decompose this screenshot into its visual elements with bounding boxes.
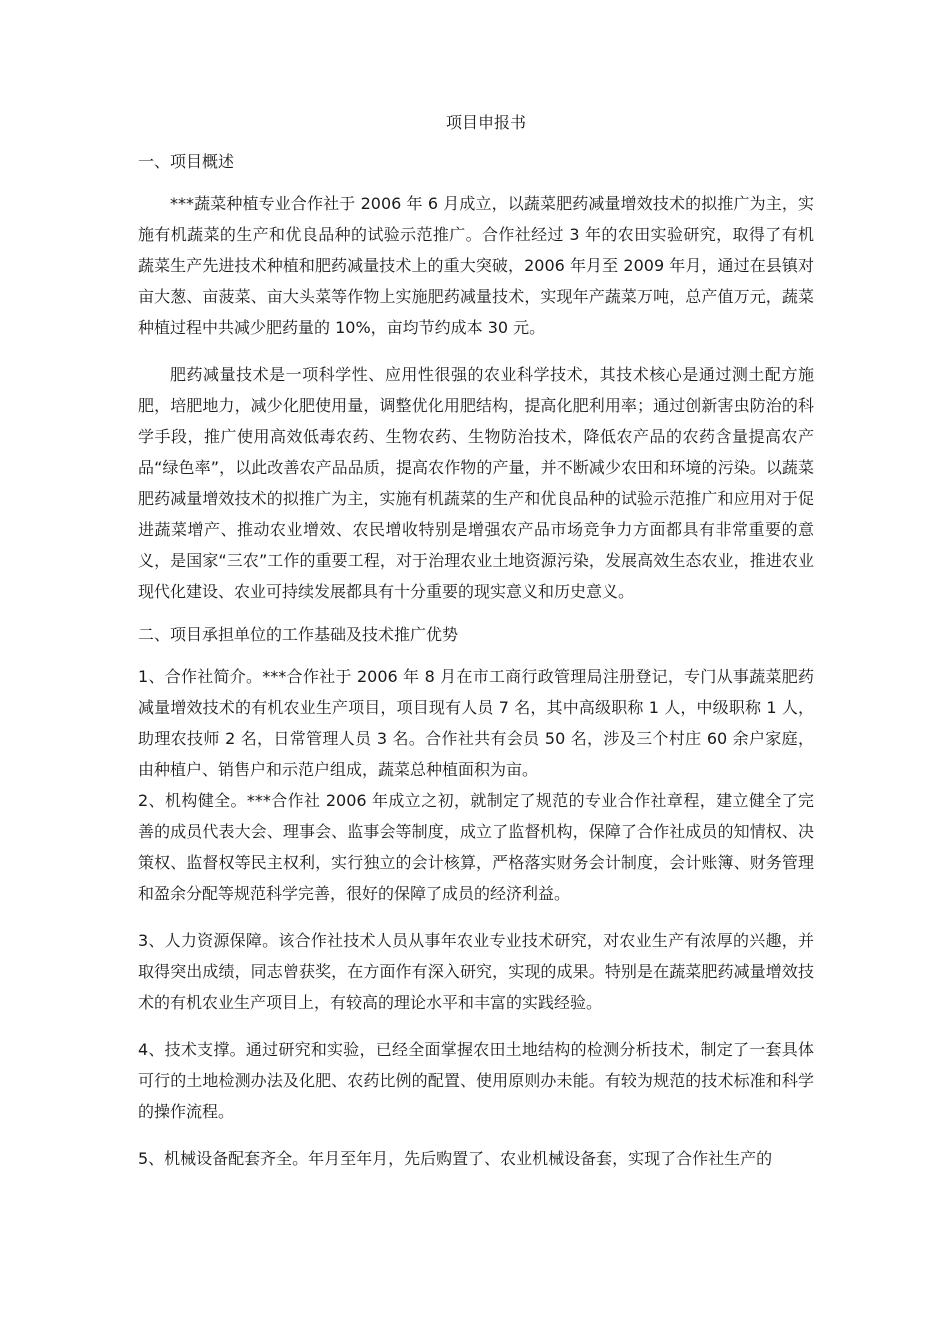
document-title: 项目申报书 [445,113,526,132]
overview-paragraph-2: 肥药减量技术是一项科学性、应用性很强的农业科学技术，其技术核心是通过测土配方施肥，培肥地力，减少化肥使用量，调整优化用肥结构，提高化肥利用率；通过创新害虫防治的科学手段，推广使用高效低毒农药、生物农药、生物防治技术，降低农产品的农药含量提高农产品“绿色率”，以此改善农产品品质，提高农作物的产量，并不断减少农田和环境的污染。以蔬菜肥药减量增效技术的拟推广为主，实施有机蔬菜的生产和优良品种的试验示范推广和应用对于促进蔬菜增产、推动农业增效、农民增收特别是增强农产品市场竞争力方面都具有非常重要的意义，是国家“三农”工作的重要工程，对于治理农业土地资源污染，发展高效生态农业，推进农业现代化建设、农业可持续发展都具有十分重要的现实意义和历史意义。 [138,365,814,601]
section-heading-foundation: 二、项目承担单位的工作基础及技术推广优势 [138,625,459,644]
item-organization: 2、机构健全。***合作社 2006 年成立之初，就制定了规范的专业合作社章程，建立健全了完善的成员代表大会、理事会、监事会等制度，成立了监督机构，保障了合作社成员的知情权、决策权、监督权等民主权利，实行独立的会计核算，严格落实财务会计制度，会计账簿、财务管理和盈余分配等规范科学完善，很好的保障了成员的经济利益。 [138,791,814,903]
section-heading-overview: 一、项目概述 [138,152,235,171]
item-machinery: 5、机械设备配套齐全。年月至年月，先后购置了、农业机械设备套，实现了合作社生产的 [138,1149,773,1168]
item-technical-support: 4、技术支撑。通过研究和实验，已经全面掌握农田土地结构的检测分析技术，制定了一套具体可行的土地检测办法及化肥、农药比例的配置、使用原则办未能。有较为规范的技术标准和科学的操作流程。 [138,1040,814,1121]
item-cooperative-intro: 1、合作社简介。***合作社于 2006 年 8 月在市工商行政管理局注册登记，专门从事蔬菜肥药减量增效技术的有机农业生产项目，项目现有人员 7 名，其中高级职称 1 人，中级职称 1 人，助理农技师 2 名，日常管理人员 3 名。合作社共有会员 50 名，涉及三个村庄 60 余户家庭，由种植户、销售户和示范户组成，蔬菜总种植面积为亩。 [138,667,814,779]
overview-paragraph-1: ***蔬菜种植专业合作社于 2006 年 6 月成立，以蔬菜肥药减量增效技术的拟推广为主，实施有机蔬菜的生产和优良品种的试验示范推广。合作社经过 3 年的农田实验研究，取得了有机蔬菜生产先进技术种植和肥药减量技术上的重大突破，2006 年月至 2009 年月，通过在县镇对亩大葱、亩菠菜、亩大头菜等作物上实施肥药减量技术，实现年产蔬菜万吨，总产值万元，蔬菜种植过程中共减少肥药量的 10%，亩均节约成本 30 元。 [138,194,814,337]
item-human-resources: 3、人力资源保障。该合作社技术人员从事年农业专业技术研究，对农业生产有浓厚的兴趣，并取得突出成绩，同志曾获奖，在方面作有深入研究，实现的成果。特别是在蔬菜肥药减量增效技术的有机农业生产项目上，有较高的理论水平和丰富的实践经验。 [138,931,814,1012]
